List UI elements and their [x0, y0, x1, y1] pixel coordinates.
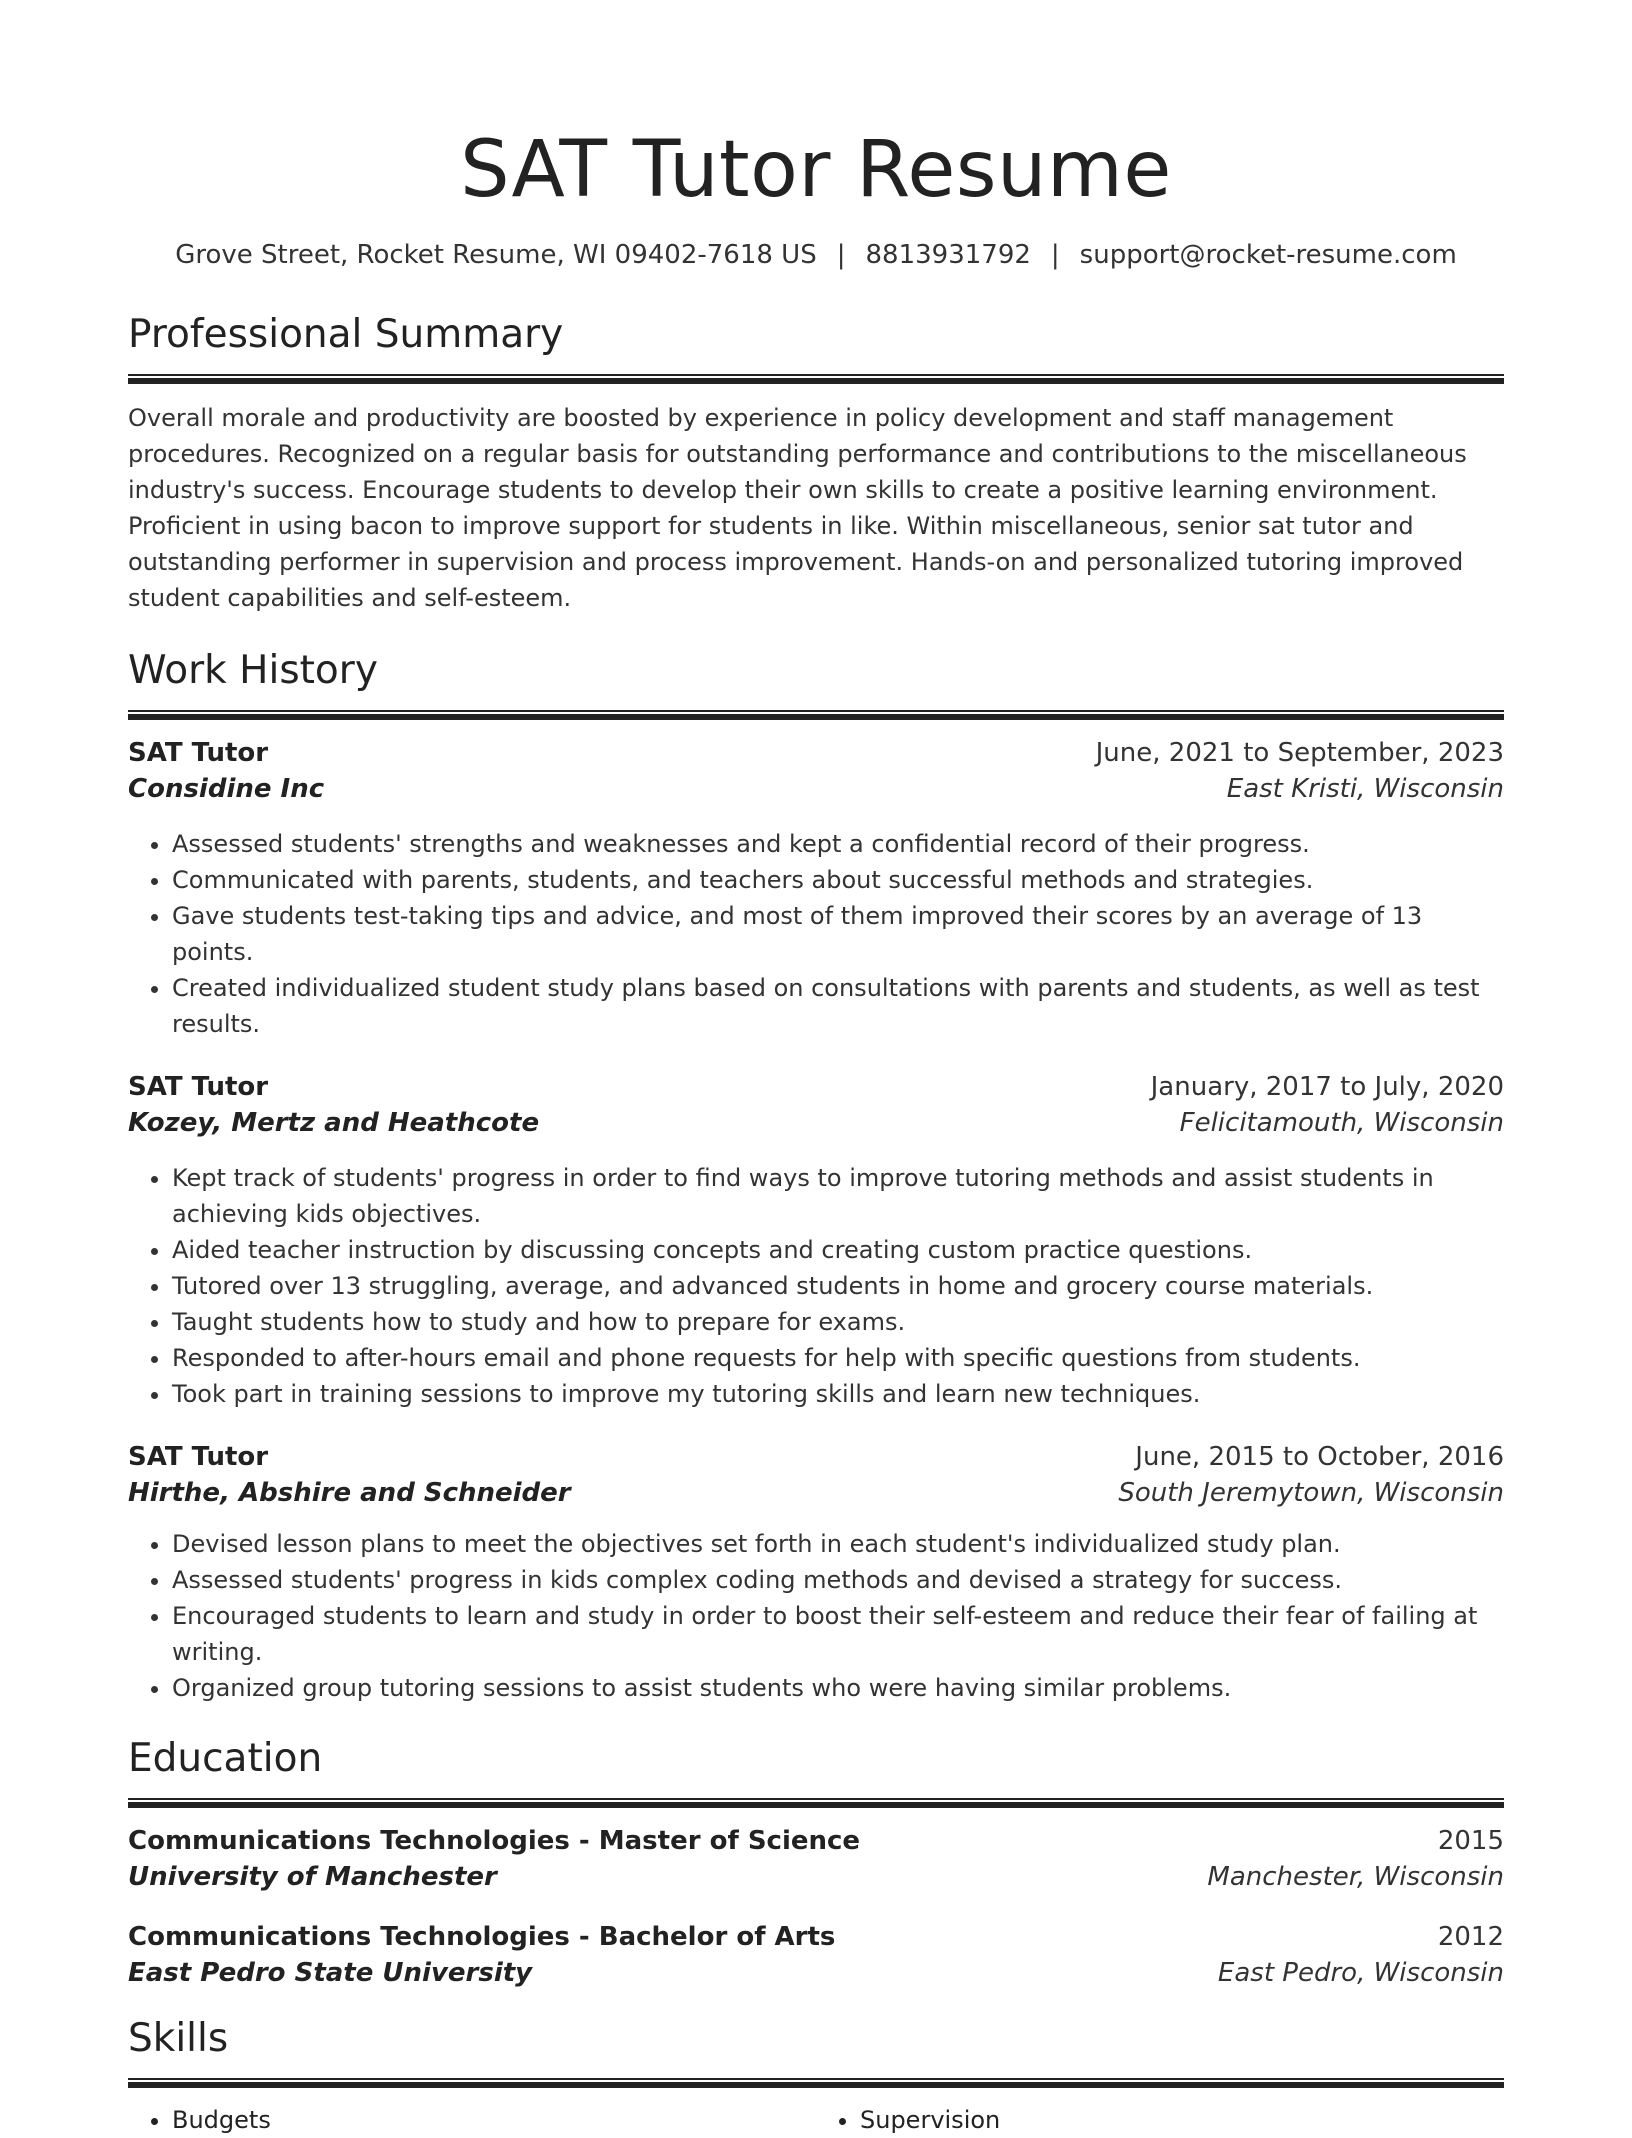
- job-title: SAT Tutor: [128, 1442, 269, 1472]
- summary-text: Overall morale and productivity are boosted by experience in policy development and staff management procedures. Recognized on a regular basis for outstanding performance and contributions to the miscellaneous industry's success. Encourage students to develop their own skills to create a positive learning environment. Proficient in using bacon to improve support for students in like. Within miscellaneous, senior sat tutor and outstanding performer in supervision and process improvement. Hands-on and personalized tutoring improved student capabilities and self-esteem.: [128, 404, 1467, 612]
- job-dates: June, 2021 to September, 2023: [1095, 738, 1504, 768]
- skills-section: [128, 2014, 1504, 2138]
- skills-column-right: [816, 2102, 1504, 2138]
- job-bullets: [128, 1160, 1504, 1412]
- list-item: • Kept track of students' progress in order to find ways to improve tutoring methods and assist students in achieving kids objectives.: [172, 1160, 1504, 1232]
- summary-heading: Professional Summary: [128, 312, 564, 357]
- school-name: University of Manchester: [128, 1862, 497, 1892]
- job-entry: [128, 738, 1504, 1042]
- job-entry: [128, 1442, 1504, 1706]
- degree: Communications Technologies - Master of Science: [128, 1826, 861, 1856]
- list-item: • Encouraged students to learn and study in order to boost their self-esteem and reduce their fear of failing at writing.: [172, 1598, 1504, 1670]
- section-divider: [128, 710, 1504, 720]
- contact-line: [128, 240, 1504, 270]
- job-company: Kozey, Mertz and Heathcote: [128, 1108, 540, 1138]
- education-heading: Education: [128, 1736, 323, 1781]
- job-location: East Kristi, Wisconsin: [1226, 774, 1504, 804]
- skills-column-left: [128, 2102, 816, 2138]
- resume-title: SAT Tutor Resume: [460, 125, 1172, 215]
- job-title: SAT Tutor: [128, 738, 269, 768]
- contact-address: Grove Street, Rocket Resume, WI 09402-7618 US: [175, 240, 817, 270]
- school-location: Manchester, Wisconsin: [1207, 1862, 1504, 1892]
- graduation-year: 2015: [1437, 1826, 1504, 1856]
- list-item: • Gave students test-taking tips and advice, and most of them improved their scores by an average of 13 points.: [172, 898, 1504, 970]
- list-item: • Created individualized student study plans based on consultations with parents and students, as well as test results.: [172, 970, 1504, 1042]
- contact-separator: |: [1050, 240, 1060, 270]
- job-entry: [128, 1072, 1504, 1412]
- job-title: SAT Tutor: [128, 1072, 269, 1102]
- job-company: Hirthe, Abshire and Schneider: [128, 1478, 571, 1508]
- work-history-section: [128, 646, 1504, 1706]
- list-item: • Taught students how to study and how to prepare for exams.: [172, 1304, 1504, 1340]
- school-location: East Pedro, Wisconsin: [1217, 1958, 1504, 1988]
- skill-item: • Supervision: [860, 2102, 1504, 2138]
- skills-list: [128, 2102, 1504, 2138]
- school-name: East Pedro State University: [128, 1958, 533, 1988]
- list-item: • Communicated with parents, students, and teachers about successful methods and strategies.: [172, 862, 1504, 898]
- skill-item: • Budgets: [172, 2102, 816, 2138]
- list-item: • Aided teacher instruction by discussing concepts and creating custom practice questions.: [172, 1232, 1504, 1268]
- section-divider: [128, 374, 1504, 384]
- education-entry: [128, 1826, 1504, 1892]
- graduation-year: 2012: [1437, 1922, 1504, 1952]
- summary-section: [128, 310, 1504, 616]
- contact-separator: |: [836, 240, 846, 270]
- list-item: • Assessed students' progress in kids complex coding methods and devised a strategy for success.: [172, 1562, 1504, 1598]
- job-bullets: [128, 826, 1504, 1042]
- job-company: Considine Inc: [128, 774, 325, 804]
- list-item: • Assessed students' strengths and weaknesses and kept a confidential record of their progress.: [172, 826, 1504, 862]
- degree: Communications Technologies - Bachelor of Arts: [128, 1922, 836, 1952]
- list-item: • Devised lesson plans to meet the objectives set forth in each student's individualized study plan.: [172, 1526, 1504, 1562]
- job-dates: June, 2015 to October, 2016: [1135, 1442, 1504, 1472]
- list-item: • Took part in training sessions to improve my tutoring skills and learn new techniques.: [172, 1376, 1504, 1412]
- job-dates: January, 2017 to July, 2020: [1150, 1072, 1504, 1102]
- job-location: South Jeremytown, Wisconsin: [1118, 1478, 1504, 1508]
- section-divider: [128, 2078, 1504, 2088]
- list-item: • Tutored over 13 struggling, average, and advanced students in home and grocery course materials.: [172, 1268, 1504, 1304]
- contact-email[interactable]: support@rocket-resume.com: [1079, 240, 1457, 270]
- job-bullets: [128, 1526, 1504, 1706]
- list-item: • Organized group tutoring sessions to assist students who were having similar problems.: [172, 1670, 1504, 1706]
- education-section: [128, 1734, 1504, 1988]
- skills-heading: Skills: [128, 2016, 229, 2061]
- job-location: Felicitamouth, Wisconsin: [1179, 1108, 1504, 1138]
- section-divider: [128, 1798, 1504, 1808]
- education-entry: [128, 1922, 1504, 1988]
- contact-phone: 8813931792: [865, 240, 1031, 270]
- list-item: • Responded to after-hours email and phone requests for help with specific questions from students.: [172, 1340, 1504, 1376]
- work-history-heading: Work History: [128, 648, 378, 693]
